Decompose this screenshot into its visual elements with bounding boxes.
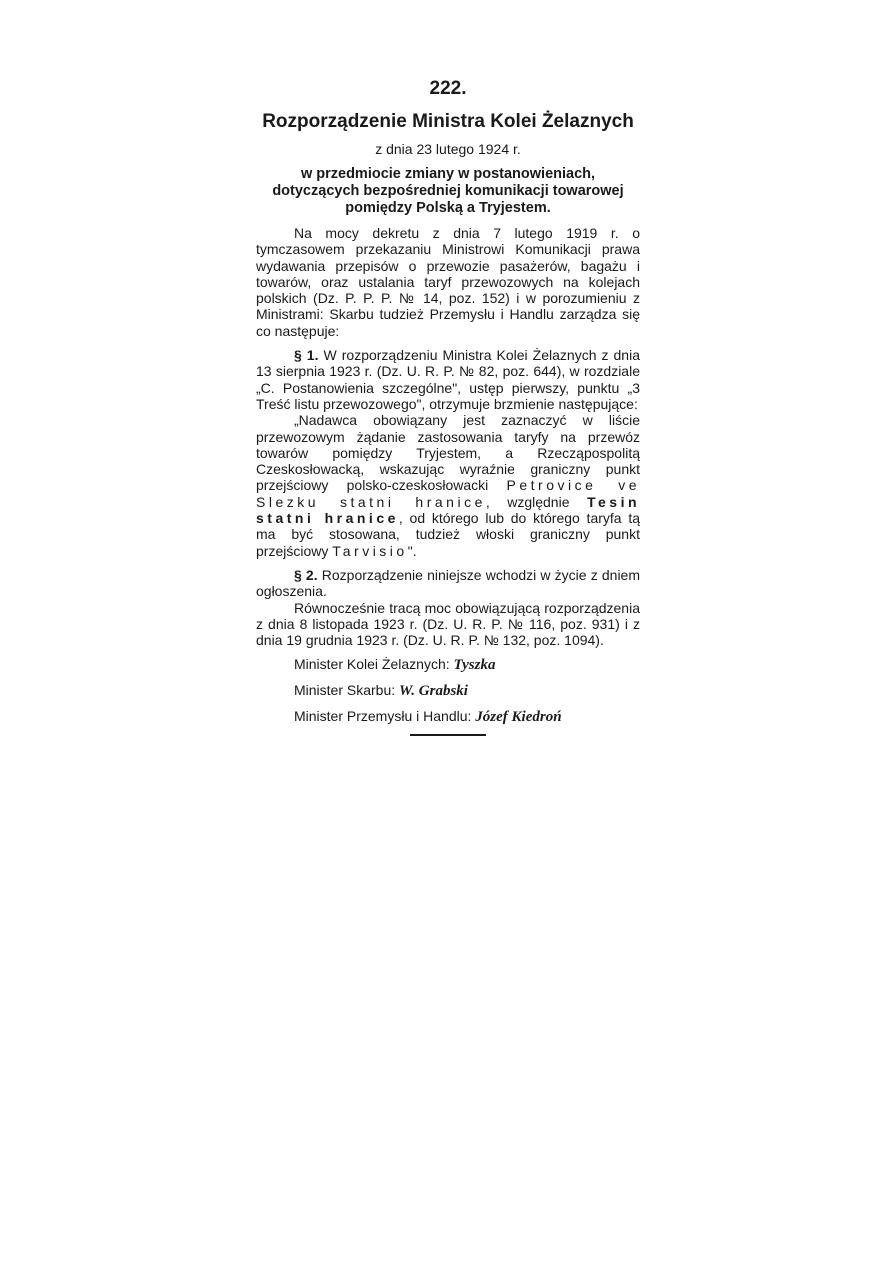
section-2-paragraph bbox=[256, 567, 640, 600]
signature-treasury: Minister Skarbu: W. Grabski bbox=[294, 682, 468, 700]
section-1-quote bbox=[256, 412, 640, 559]
document-page bbox=[256, 78, 640, 736]
closing-rule bbox=[410, 734, 486, 736]
section-1-text: W rozporządzeniu Ministra Kolei Żelaznych z dnia 13 sierpnia 1923 r. (Dz. U. R. P. № 82, poz. 644), w rozdziale „C. Postanowienia szczególne", ustęp pierwszy, punktu „3 Treść listu przewozowego", otrzymuje brzmienie następujące: bbox=[256, 347, 640, 412]
section-1-paragraph bbox=[256, 347, 640, 412]
quote-text-c: , od którego lub do którego taryfa tą ma być stosowana, tudzież włoski graniczny punkt przejściowy bbox=[256, 510, 641, 559]
document-subject: w przedmiocie zmiany w postanowieniach, dotyczących bezpośredniej komunikacji towarowej pomiędzy Polską a Tryjestem. bbox=[272, 166, 624, 216]
border-point-tarvisio: Tarvisio bbox=[332, 542, 408, 559]
signature-industry: Minister Przemysłu i Handlu: Józef Kiedroń bbox=[294, 708, 562, 726]
border-point-tesin: Tesin statni hranice bbox=[256, 493, 641, 527]
page-number: 222. bbox=[429, 78, 467, 99]
section-2-label: § 2. bbox=[294, 566, 318, 583]
quote-text-b: , względnie bbox=[485, 493, 570, 510]
quote-end: ". bbox=[407, 542, 417, 559]
border-point-petrovice: Petrovice ve Slezku statni hranice bbox=[256, 477, 640, 510]
document-date: z dnia 23 lutego 1924 r. bbox=[375, 141, 521, 157]
section-2-text: Rozporządzenie niniejsze wchodzi w życie z dniem ogłoszenia. bbox=[256, 566, 641, 600]
section-1-label: § 1. bbox=[294, 347, 319, 364]
preamble-paragraph: Na mocy dekretu z dnia 7 lutego 1919 r. o tymczasowem przekazaniu Ministrowi Komunikacji prawa wydawania przepisów o przewozie pasażerów, bagażu i towarów, oraz ustalania taryf przewozowych na kolejach polskich (Dz. P. P. P. № 14, poz. 152) i w porozumieniu z Ministrami: Skarbu tudzież Przemysłu i Handlu zarządza się co następuje: bbox=[256, 225, 640, 339]
quote-text-a: „Nadawca obowiązany jest zaznaczyć w liście przewozowym żądanie zastosowania taryfy na przewóz towarów pomiędzy Tryjestem, a Rzecząpospolitą Czeskosłowacką, wskazując wyraźnie graniczny punkt przejściowy polsko-czeskosłowacki bbox=[256, 412, 640, 494]
section-2-repeal: Równocześnie tracą moc obowiązującą rozporządzenia z dnia 8 listopada 1923 r. (Dz. U. R. P. № 116, poz. 931) i z dnia 19 grudnia 1923 r. (Dz. U. R. P. № 132, poz. 1094). bbox=[256, 599, 640, 649]
signature-railways: Minister Kolei Żelaznych: Tyszka bbox=[294, 656, 496, 674]
document-title: Rozporządzenie Ministra Kolei Żelaznych bbox=[262, 111, 634, 132]
